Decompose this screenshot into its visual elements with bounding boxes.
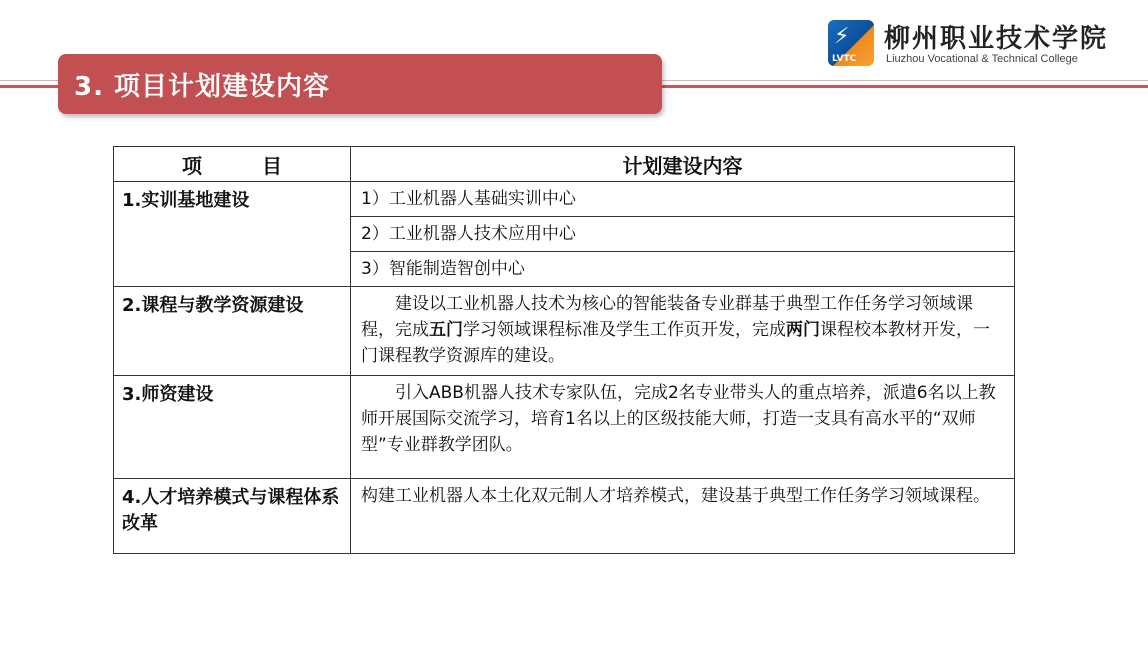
table-row xyxy=(114,376,1015,479)
row2-text-b: 学习领域课程标准及学生工作页开发，完成 xyxy=(463,320,786,340)
header-content: 计划建设内容 xyxy=(351,147,1015,182)
row3-text: 引入ABB机器人技术专家队伍，完成2名专业带头人的重点培养，派遣6名以上教师开展国际交流学习，培育1名以上的区级技能大师，打造一支具有高水平的“双师型”专业群教学团队。 xyxy=(361,383,996,455)
table-row xyxy=(114,182,1015,217)
emblem-glyph: ⚡ xyxy=(834,24,850,49)
table-row xyxy=(114,479,1015,554)
table-row xyxy=(114,287,1015,376)
row2-text-c: 课程校本教材开发，一门课程教学资源库的建设。 xyxy=(361,320,990,366)
row2-emph-five: 五门 xyxy=(429,320,463,340)
row1-sub1: 1）工业机器人基础实训中心 xyxy=(351,182,1015,217)
row2-text-a: 建设以工业机器人技术为核心的智能装备专业群基于典型工作任务学习领域课程，完成 xyxy=(361,294,973,340)
row4-item: 4.人才培养模式与课程体系改革 xyxy=(114,479,351,554)
row1-sub2: 2）工业机器人技术应用中心 xyxy=(351,217,1015,252)
table-header-row xyxy=(114,147,1015,182)
college-name-en: Liuzhou Vocational & Technical College xyxy=(886,53,1078,65)
row2-item: 2.课程与教学资源建设 xyxy=(114,287,351,376)
college-name-cn: 柳州职业技术学院 xyxy=(884,24,1109,54)
row1-sub3: 3）智能制造智创中心 xyxy=(351,252,1015,287)
row3-item: 3.师资建设 xyxy=(114,376,351,479)
row4-content: 构建工业机器人本土化双元制人才培养模式，建设基于典型工作任务学习领域课程。 xyxy=(351,479,1015,554)
row2-emph-two: 两门 xyxy=(786,320,820,340)
slide-title: 3. 项目计划建设内容 xyxy=(74,72,331,102)
row3-content xyxy=(351,376,1015,479)
emblem-abbr: LVTC xyxy=(832,54,857,64)
plan-table xyxy=(113,146,1015,554)
row2-content xyxy=(351,287,1015,376)
row1-item: 1.实训基地建设 xyxy=(114,182,351,287)
college-emblem-icon xyxy=(828,20,874,66)
header-item: 项 目 xyxy=(114,147,351,182)
